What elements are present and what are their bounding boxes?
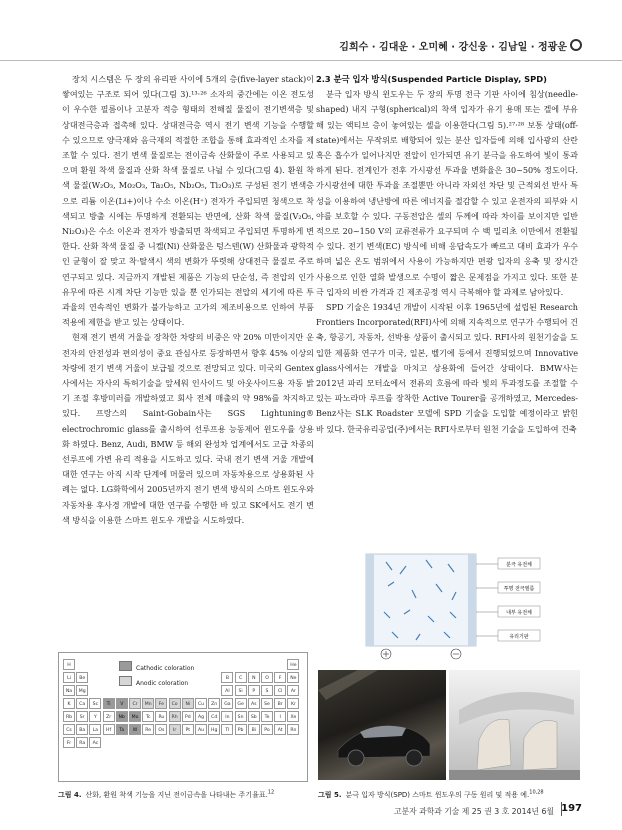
cathodic-swatch — [119, 661, 132, 671]
element-cell: He — [287, 659, 299, 670]
element-cell: Li — [63, 672, 75, 683]
element-cell: Y — [89, 711, 101, 722]
figure-periodic-table — [58, 652, 308, 782]
element-cell: N — [248, 672, 260, 683]
element-cell: I — [274, 711, 286, 722]
element-cell: Ti — [103, 698, 115, 709]
spd-label-4: 유리기판 — [509, 634, 529, 640]
element-cell: Te — [261, 711, 273, 722]
element-cell: Mn — [142, 698, 154, 709]
element-cell: Kr — [287, 698, 299, 709]
car-photo — [318, 670, 446, 780]
figure4-text: 산화, 환원 착색 기능을 지닌 전이금속을 나타내는 주기율표. — [85, 791, 268, 799]
element-cell: Os — [155, 724, 167, 735]
element-cell: Ag — [195, 711, 207, 722]
element-cell: Ar — [287, 685, 299, 696]
element-cell: At — [274, 724, 286, 735]
element-cell: Co — [169, 698, 181, 709]
element-cell: Mo — [129, 711, 141, 722]
element-cell: V — [116, 698, 128, 709]
left-column — [62, 72, 314, 528]
element-cell: Ir — [169, 724, 181, 735]
element-cell: W — [129, 724, 141, 735]
anodic-swatch — [119, 676, 132, 686]
element-cell: Na — [63, 685, 75, 696]
element-cell: Cr — [129, 698, 141, 709]
header-rule — [0, 60, 622, 61]
element-cell: Bi — [248, 724, 260, 735]
element-cell: Fe — [155, 698, 167, 709]
car-seat-icon — [449, 670, 580, 780]
element-cell: In — [221, 711, 233, 722]
left-paragraph-2: 현재 전기 변색 거울을 장착한 차량의 비중은 약 20% 미만이지만 운전자의 안전성과 편의성이 중요 관심사로 등장하면서 향후 45% 이상의 차량에 전기 변색 거울이 보급될 것으로 전망되고 있다. 미국의 Gentex사에서는 자사의 특허기술을 앞세워 인사이드 및 아웃사이드용 자동 밝기 조절 후방미러를 개발하였고 회사 전체 매출의 약 98%를 차지하고 있다. 프랑스의 Saint-Gobain사는 SGS Lightuning® electrochromic glass를 출시하여 선루프용 능동제어 윈도우를 상용화 하였다. Benz, Audi, BMW 등 해외 완성차 업계에서도 고급 차종의 선루프에 가변 유리 적용을 시도하고 있다. 국내 전기 변색 거울 개발에 대한 연구는 아직 시작 단계에 머물러 있으며 자동차용으로 상용화된 사례는 없다. LG화학에서 2005년까지 전기 변색 방식의 스마트 윈도우와 자동차용 후사경 개발에 대한 연구를 수행한 바 있고 SK에서도 전기 변색 방식을 이용한 스마트 윈도우 개발을 시도하였다. — [62, 332, 314, 525]
element-cell: Rn — [287, 724, 299, 735]
page-number: 197 — [561, 803, 582, 814]
element-cell: Ra — [76, 737, 88, 748]
right-column — [316, 72, 578, 437]
figure5-caption — [318, 790, 544, 800]
figure-spd — [318, 552, 580, 780]
element-cell: Br — [274, 698, 286, 709]
left-paragraph-1: 장치 시스템은 두 장의 유리판 사이에 5개의 층(five-layer stack)이 쌓여있는 구조로 되어 있다(그림 3).¹³·²⁶ 소자의 중간에는 이온 전도성이 우수한 필름이나 고분자 적층 형태의 전해질 물질이 전기변색층 및 상대전극층과 접촉해 있다. 상대전극층 역시 전기 변색 기능을 수행할 수 있으므로 양극재와 음극재의 적절한 조합을 통해 효과적인 소자를 제조할 수 있다. 전기 변색 물질로는 전이금속 산화물이 주로 사용되고 있으며 환원 착색 물질과 산화 착색 물질로 나뉠 수 있다(그림 4). 환원 착색 물질(W₂O₃, Mo₂O₃, Ta₂O₅, Nb₂O₅, Ti₂O₃)로 구성된 전기 변색층으로 리튬 이온(Li+)이나 수소 이온(H⁺) 전자가 주입되면 청색으로 착색되고 방출 시에는 투명하게 전환되는 반면에, 산화 착색 물질(V₂O₅, Ni₂O₃)은 수소 이온과 전자가 방출되면 착색되고 주입되면 투명하게 변한다. 산화 착색 물질 중 니켈(Ni) 산화물은 텅스텐(W) 산화물과 광학적인 균형이 잘 맞고 착·탈색시 색의 변화가 뚜렷해 상대전극 물질로 주로 연구되고 있다. 지금까지 개발된 제품은 기능의 단순성, 즉 전압의 인가 유무에 따른 시계 차단 기능만 있을 뿐 인가되는 전압의 세기에 따른 투과율의 연속적인 변화가 불가능하고 고가의 제조비용으로 인하여 부품 적용에 제한을 받고 있는 상태이다. — [62, 74, 314, 328]
element-cell: S — [261, 685, 273, 696]
element-cell: Sr — [76, 711, 88, 722]
element-cell: Se — [261, 698, 273, 709]
element-cell: Po — [261, 724, 273, 735]
element-cell: Sc — [89, 698, 101, 709]
element-cell: K — [63, 698, 75, 709]
element-cell: Ba — [76, 724, 88, 735]
element-cell: Sb — [248, 711, 260, 722]
journal-footer: 고분자 과학과 기술 제 25 권 3 호 2014년 6월 — [394, 807, 554, 816]
right-paragraph-1: 분극 입자 방식 윈도우는 두 장의 투명 전극 기판 사이에 침상(needle-shaped) 내지 구형(spherical)의 착색 입자가 유기 용매 또는 겔에 부유해 있는 액티브 층이 놓여있는 셀을 이용한다(그림 5).²⁷·²⁸ 보통 상태(off-state)에서는 무작위로 배향되어 있는 분산 입자들에 의해 입사광의 산란 혹은 흡수가 일어나지만 전압이 인가되면 유기 분극을 유도하여 빛이 통과하게 된다. 전계인가 전후 가시광선 투과율 변화율은 30~50% 정도이다. 가시광선에 대한 투과율 조절뿐만 아니라 자외선 차단 및 근적외선 반사 특성을 이용하여 냉난방에 따른 에너지를 절감할 수 있고 운전자의 피부와 시야를 보호할 수 있다. 구동전압은 셀의 두께에 따라 차이를 보이지만 일반적으로 20~150 V의 교류전류가 요구되며 수 백 밀리초 이만에서 전환될 수 있다. 전기 변색(EC) 방식에 비해 응답속도가 빠르고 대비 효과가 우수하며 넓은 온도 범위에서 사용이 가능하지만 편광 입자의 응축 및 장시간 사용으로 인한 열화 발생으로 수명이 짧은 문제점을 가지고 있다. 또한 분극 입자의 비싼 가격과 긴 제조공정 역시 극복해야 할 과제로 남아있다. — [316, 89, 578, 297]
element-cell: Nb — [116, 711, 128, 722]
element-cell: Cd — [208, 711, 220, 722]
author-list — [339, 38, 582, 53]
element-cell: C — [235, 672, 247, 683]
figure5-label: 그림 5. — [318, 791, 342, 799]
element-cell: F — [274, 672, 286, 683]
element-cell: Cs — [63, 724, 75, 735]
element-cell: Zn — [208, 698, 220, 709]
spd-diagram — [356, 552, 541, 662]
authors-text: 김희수 · 김대운 · 오미혜 · 강신웅 · 김남일 · 정광운 — [339, 42, 567, 53]
element-cell: Hg — [208, 724, 220, 735]
legend-anodic: Anodic coloration — [136, 680, 189, 687]
legend-cathodic: Cathodic coloration — [136, 665, 195, 672]
element-cell: Rb — [63, 711, 75, 722]
element-cell: Ca — [76, 698, 88, 709]
element-cell: Cu — [195, 698, 207, 709]
element-cell: Pt — [182, 724, 194, 735]
element-cell: Be — [76, 672, 88, 683]
element-cell: Ne — [287, 672, 299, 683]
figure4-caption — [58, 790, 274, 800]
element-cell: Ga — [221, 698, 233, 709]
element-cell: As — [248, 698, 260, 709]
element-cell: Fr — [63, 737, 75, 748]
element-cell: H — [63, 659, 75, 670]
interior-photo — [449, 670, 580, 780]
element-cell: O — [261, 672, 273, 683]
element-cell: Hf — [103, 724, 115, 735]
element-cell: Au — [195, 724, 207, 735]
figure4-ref: 12 — [267, 789, 275, 796]
element-cell: B — [221, 672, 233, 683]
element-cell: Ac — [89, 737, 101, 748]
right-paragraph-2: SPD 기술은 1934년 개발이 시작된 이후 1965년에 설립된 Research Frontiers Incorporated(RFI)사에 의해 지속적으로 연구가 수행되어 건축, 항공기, 자동차, 선박용 상품이 출시되고 있다. RFI사의 원천기술을 도입한 제품화 연구가 미국, 일본, 벨기에 등에서 진행되었으며 Innovative glass사에서는 개발을 마치고 상용화에 들어간 상태이다. BMW사는 2012년 파리 모터쇼에서 전류의 흐름에 따라 빛의 투과정도를 조절할 수 있는 파노라마 루프를 장착한 Active Tourer를 공개하였고, Mercedes-Benz사는 SLK Roadster 모델에 SPD 기술을 도입할 예정이라고 밝힌 바 있다. 한국유리공업(주)에서는 RFI사로부터 원천 기술을 도입하여 건축 — [316, 302, 578, 434]
element-cell: Re — [142, 724, 154, 735]
element-cell: Rh — [169, 711, 181, 722]
element-cell: Pd — [182, 711, 194, 722]
element-cell: La — [89, 724, 101, 735]
element-cell: Ta — [116, 724, 128, 735]
element-cell: Mg — [76, 685, 88, 696]
spd-label-2: 투명 전극필름 — [503, 586, 535, 592]
element-cell: Cl — [274, 685, 286, 696]
spd-photos — [318, 670, 580, 780]
element-cell: Sn — [235, 711, 247, 722]
figure5-text: 분극 입자 방식(SPD) 스마트 윈도우의 구동 원리 및 적용 예. — [345, 791, 530, 799]
element-cell: Ru — [155, 711, 167, 722]
spd-label-3: 내부 유전체 — [506, 610, 532, 616]
element-cell: Si — [235, 685, 247, 696]
element-cell: Ni — [182, 698, 194, 709]
element-cell: Tl — [221, 724, 233, 735]
periodic-legend — [119, 661, 194, 691]
figure5-ref: 10,28 — [529, 789, 544, 796]
spd-label-1: 분극 유전체 — [506, 562, 532, 568]
element-cell: P — [248, 685, 260, 696]
figure4-label: 그림 4. — [58, 791, 82, 799]
element-cell: Xe — [287, 711, 299, 722]
element-cell: Ge — [235, 698, 247, 709]
circle-mark-icon — [570, 39, 582, 51]
element-cell: Zr — [103, 711, 115, 722]
car-icon — [318, 670, 446, 780]
element-cell: Tc — [142, 711, 154, 722]
section-title: 2.3 분극 입자 방식(Suspended Particle Display, SPD) — [316, 74, 547, 84]
element-cell: Al — [221, 685, 233, 696]
element-cell: Pb — [235, 724, 247, 735]
